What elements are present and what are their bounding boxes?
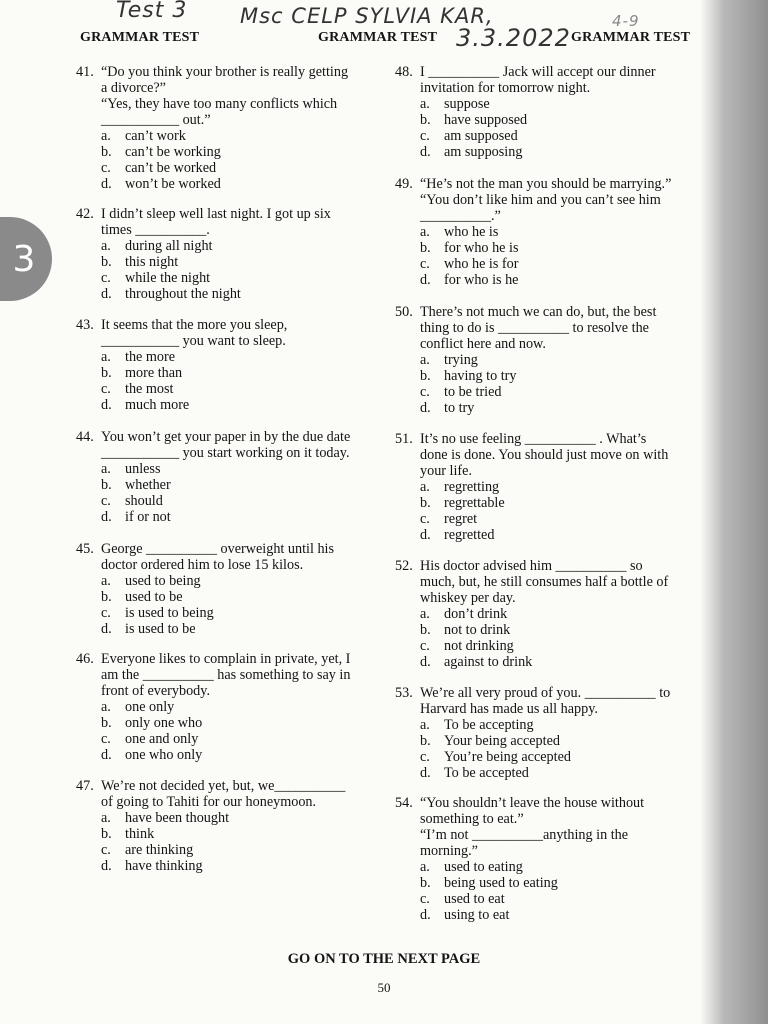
option-text: who he is <box>444 224 499 240</box>
option-letter: c. <box>420 256 430 272</box>
option-text: only one who <box>125 715 203 731</box>
next-page-instruction: GO ON TO THE NEXT PAGE <box>287 951 481 967</box>
answer-option <box>420 765 700 781</box>
question-stem-line: There’s not much we can do, but, the best <box>420 304 657 320</box>
option-letter: b. <box>101 365 112 381</box>
answer-option <box>420 96 700 112</box>
question-47 <box>76 778 386 874</box>
option-text: being used to eating <box>444 875 558 891</box>
answer-options <box>395 606 700 670</box>
question-stem-line: You won’t get your paper in by the due date <box>101 429 351 445</box>
option-text: for who is he <box>444 272 519 288</box>
option-text: To be accepted <box>444 765 529 781</box>
option-text: one and only <box>125 731 199 747</box>
question-number: 51. <box>395 431 413 447</box>
question-45 <box>76 541 386 637</box>
option-text: don’t drink <box>444 606 508 622</box>
question-41 <box>76 64 386 192</box>
question-stem-line: times __________. <box>101 222 210 238</box>
header-title-left: GRAMMAR TEST <box>80 30 200 45</box>
option-letter: c. <box>101 842 111 858</box>
header-title-right: GRAMMAR TEST <box>571 30 691 45</box>
option-text: To be accepting <box>444 717 534 733</box>
answer-option <box>420 907 700 923</box>
option-text: are thinking <box>125 842 194 858</box>
answer-option <box>420 717 700 733</box>
option-text: have been thought <box>125 810 230 826</box>
option-letter: a. <box>101 461 111 477</box>
option-letter: d. <box>420 527 431 543</box>
option-text: have supposed <box>444 112 528 128</box>
answer-option <box>420 733 700 749</box>
question-stem-line: invitation for tomorrow night. <box>420 80 591 96</box>
option-text: regretting <box>444 479 500 495</box>
option-letter: c. <box>101 381 111 397</box>
option-text: regrettable <box>444 495 505 511</box>
answer-option <box>101 621 386 637</box>
option-letter: d. <box>420 272 431 288</box>
left-column <box>76 64 386 874</box>
option-text: this night <box>125 254 179 270</box>
answer-options <box>395 717 700 781</box>
option-text: am supposing <box>444 144 523 160</box>
option-text: much more <box>125 397 190 413</box>
answer-option <box>420 479 700 495</box>
option-letter: a. <box>420 717 430 733</box>
answer-option <box>420 368 700 384</box>
option-letter: c. <box>420 511 430 527</box>
option-letter: c. <box>420 384 430 400</box>
answer-option <box>101 810 386 826</box>
question-stem-line: doctor ordered him to lose 15 kilos. <box>101 557 304 573</box>
answer-option <box>420 240 700 256</box>
answer-option <box>420 638 700 654</box>
option-letter: b. <box>420 733 431 749</box>
answer-option <box>101 365 386 381</box>
option-text: used to eat <box>444 891 505 907</box>
option-text: having to try <box>444 368 517 384</box>
option-text: throughout the night <box>125 286 241 302</box>
answer-option <box>101 238 386 254</box>
question-44 <box>76 429 386 525</box>
answer-options <box>76 349 386 413</box>
answer-options <box>395 859 700 923</box>
option-letter: a. <box>101 699 111 715</box>
answer-option <box>101 381 386 397</box>
answer-option <box>420 654 700 670</box>
answer-option <box>101 509 386 525</box>
option-text: You’re being accepted <box>444 749 571 765</box>
question-number: 46. <box>76 651 94 667</box>
question-stem-line: much, but, he still consumes half a bottle of <box>420 574 669 590</box>
question-stem-line: ___________ you start working on it today. <box>101 445 350 461</box>
option-letter: a. <box>420 352 430 368</box>
question-stem-line: “Do you think your brother is really getting <box>101 64 349 80</box>
option-text: to be tried <box>444 384 502 400</box>
question-number: 45. <box>76 541 94 557</box>
option-text: used to being <box>125 573 201 589</box>
question-stem-line: something to eat.” <box>420 811 524 827</box>
option-letter: c. <box>101 493 111 509</box>
question-stem-line: We’re all very proud of you. __________ to <box>420 685 671 701</box>
section-tab <box>0 217 52 301</box>
answer-option <box>101 144 386 160</box>
answer-option <box>420 606 700 622</box>
answer-option <box>420 400 700 416</box>
option-text: while the night <box>125 270 211 286</box>
question-stem-line: It seems that the more you sleep, <box>101 317 288 333</box>
handwritten-date: 3.3.2022 <box>456 24 571 52</box>
answer-option <box>101 493 386 509</box>
answer-options <box>395 224 700 288</box>
question-number: 49. <box>395 176 413 192</box>
option-letter: d. <box>101 397 112 413</box>
book-spine-shadow <box>700 0 768 1024</box>
option-letter: d. <box>101 621 112 637</box>
option-letter: a. <box>101 349 111 365</box>
question-48 <box>395 64 700 160</box>
question-stem-line: “He’s not the man you should be marrying.” <box>420 176 672 192</box>
question-stem-line: thing to do is __________ to resolve the <box>420 320 649 336</box>
answer-option <box>101 715 386 731</box>
option-letter: b. <box>101 826 112 842</box>
option-letter: b. <box>101 254 112 270</box>
answer-option <box>420 144 700 160</box>
answer-options <box>395 96 700 160</box>
question-43 <box>76 317 386 413</box>
answer-option <box>101 160 386 176</box>
answer-option <box>420 622 700 638</box>
option-letter: a. <box>420 606 430 622</box>
question-stem-line: We’re not decided yet, but, we__________ <box>101 778 346 794</box>
option-letter: d. <box>420 765 431 781</box>
question-stem-line: am the __________ has something to say in <box>101 667 351 683</box>
answer-options <box>395 479 700 543</box>
option-text: against to drink <box>444 654 533 670</box>
answer-option <box>420 128 700 144</box>
option-text: can’t be working <box>125 144 221 160</box>
question-stem-line: It’s no use feeling __________ . What’s <box>420 431 647 447</box>
option-text: used to eating <box>444 859 523 875</box>
option-letter: d. <box>101 509 112 525</box>
answer-option <box>101 605 386 621</box>
option-text: the most <box>125 381 174 397</box>
option-letter: a. <box>101 128 111 144</box>
question-number: 53. <box>395 685 413 701</box>
question-46 <box>76 651 386 763</box>
answer-option <box>101 826 386 842</box>
option-letter: c. <box>101 270 111 286</box>
option-letter: a. <box>101 238 111 254</box>
answer-option <box>101 731 386 747</box>
option-letter: d. <box>420 400 431 416</box>
option-text: can’t be worked <box>125 160 217 176</box>
question-number: 43. <box>76 317 94 333</box>
option-letter: c. <box>420 128 430 144</box>
answer-option <box>420 511 700 527</box>
page-number: 50 <box>377 980 391 995</box>
option-letter: b. <box>420 240 431 256</box>
option-text: one only <box>125 699 175 715</box>
question-stem-line: front of everybody. <box>101 683 210 699</box>
question-stem-line: “You don’t like him and you can’t see him <box>420 192 661 208</box>
option-text: have thinking <box>125 858 203 874</box>
option-text: regret <box>444 511 478 527</box>
option-letter: b. <box>420 495 431 511</box>
question-stem-line: conflict here and now. <box>420 336 546 352</box>
option-letter: c. <box>101 731 111 747</box>
option-text: during all night <box>125 238 213 254</box>
option-text: should <box>125 493 163 509</box>
answer-option <box>101 573 386 589</box>
handwritten-faint-mark: 4-9 <box>612 12 640 30</box>
option-text: is used to being <box>125 605 214 621</box>
answer-option <box>420 352 700 368</box>
answer-option <box>420 859 700 875</box>
answer-option <box>420 272 700 288</box>
handwritten-name: Msc CELP SYLVIA KAR, <box>240 4 494 28</box>
option-text: one who only <box>125 747 203 763</box>
question-50 <box>395 304 700 416</box>
option-letter: c. <box>420 891 430 907</box>
option-text: won’t be worked <box>125 176 221 192</box>
section-tab-number: 3 <box>12 238 36 280</box>
question-stem-line: of going to Tahiti for our honeymoon. <box>101 794 317 810</box>
answer-option <box>101 286 386 302</box>
question-stem-line: Harvard has made us all happy. <box>420 701 598 717</box>
option-text: can’t work <box>125 128 186 144</box>
option-text: whether <box>125 477 171 493</box>
option-letter: c. <box>101 160 111 176</box>
option-letter: b. <box>101 144 112 160</box>
option-text: regretted <box>444 527 495 543</box>
question-42 <box>76 206 386 302</box>
question-stem-line: done is done. You should just move on with <box>420 447 669 463</box>
option-text: not drinking <box>444 638 514 654</box>
option-text: to try <box>444 400 475 416</box>
answer-option <box>420 749 700 765</box>
option-letter: b. <box>420 112 431 128</box>
question-stem-line: “I’m not __________anything in the <box>420 827 629 843</box>
option-letter: d. <box>420 144 431 160</box>
option-letter: a. <box>420 96 430 112</box>
option-letter: d. <box>420 907 431 923</box>
option-letter: d. <box>101 176 112 192</box>
question-51 <box>395 431 700 543</box>
option-text: for who he is <box>444 240 519 256</box>
question-stem-line: I __________ Jack will accept our dinner <box>420 64 656 80</box>
option-letter: c. <box>420 638 430 654</box>
answer-option <box>420 875 700 891</box>
option-letter: c. <box>101 605 111 621</box>
option-text: Your being accepted <box>444 733 560 749</box>
answer-option <box>101 270 386 286</box>
option-letter: b. <box>420 875 431 891</box>
option-text: think <box>125 826 155 842</box>
question-stem-line: ___________ you want to sleep. <box>101 333 286 349</box>
question-stem-line: your life. <box>420 463 473 479</box>
answer-option <box>101 842 386 858</box>
option-text: the more <box>125 349 176 365</box>
answer-option <box>420 495 700 511</box>
answer-option <box>420 527 700 543</box>
question-number: 47. <box>76 778 94 794</box>
option-text: suppose <box>444 96 490 112</box>
question-stem-line: ___________ out.” <box>101 112 211 128</box>
option-letter: a. <box>420 859 430 875</box>
answer-options <box>76 699 386 763</box>
option-text: unless <box>125 461 161 477</box>
answer-option <box>101 349 386 365</box>
option-text: trying <box>444 352 478 368</box>
option-letter: d. <box>101 858 112 874</box>
question-stem-line: George __________ overweight until his <box>101 541 335 557</box>
answer-option <box>101 397 386 413</box>
question-stem-line: Everyone likes to complain in private, yet, I <box>101 651 351 667</box>
option-text: is used to be <box>125 621 196 637</box>
question-number: 50. <box>395 304 413 320</box>
question-number: 48. <box>395 64 413 80</box>
answer-options <box>76 810 386 874</box>
answer-option <box>420 224 700 240</box>
question-stem-line: His doctor advised him __________ so <box>420 558 643 574</box>
answer-options <box>76 128 386 192</box>
answer-option <box>101 747 386 763</box>
option-text: used to be <box>125 589 183 605</box>
question-stem-line: morning.” <box>420 843 478 859</box>
handwritten-test-label: Test 3 <box>116 0 188 23</box>
question-number: 54. <box>395 795 413 811</box>
option-text: more than <box>125 365 183 381</box>
answer-option <box>420 891 700 907</box>
answer-option <box>101 589 386 605</box>
option-letter: a. <box>420 479 430 495</box>
option-letter: d. <box>101 747 112 763</box>
option-letter: c. <box>420 749 430 765</box>
question-stem-line: “Yes, they have too many conflicts which <box>101 96 338 112</box>
question-stem-line: whiskey per day. <box>420 590 516 606</box>
option-letter: a. <box>101 573 111 589</box>
answer-option <box>101 128 386 144</box>
option-letter: b. <box>420 368 431 384</box>
option-letter: a. <box>101 810 111 826</box>
question-number: 44. <box>76 429 94 445</box>
option-letter: b. <box>101 589 112 605</box>
answer-option <box>101 477 386 493</box>
question-53 <box>395 685 700 781</box>
option-letter: d. <box>420 654 431 670</box>
option-text: using to eat <box>444 907 510 923</box>
question-stem-line: a divorce?” <box>101 80 166 96</box>
option-text: am supposed <box>444 128 518 144</box>
option-letter: b. <box>101 715 112 731</box>
question-stem-line: I didn’t sleep well last night. I got up six <box>101 206 331 222</box>
question-stem-line: __________.” <box>420 208 501 224</box>
right-column <box>395 64 700 923</box>
question-stem-line: “You shouldn’t leave the house without <box>420 795 645 811</box>
question-49 <box>395 176 700 288</box>
answer-option <box>101 858 386 874</box>
question-number: 42. <box>76 206 94 222</box>
answer-option <box>101 254 386 270</box>
option-letter: d. <box>101 286 112 302</box>
option-text: who he is for <box>444 256 519 272</box>
answer-options <box>76 573 386 637</box>
answer-options <box>395 352 700 416</box>
question-54 <box>395 795 700 923</box>
answer-option <box>101 461 386 477</box>
option-letter: a. <box>420 224 430 240</box>
answer-options <box>76 461 386 525</box>
answer-options <box>76 238 386 302</box>
option-letter: b. <box>101 477 112 493</box>
header-title-center: GRAMMAR TEST <box>318 30 438 45</box>
question-number: 52. <box>395 558 413 574</box>
answer-option <box>420 112 700 128</box>
answer-option <box>101 176 386 192</box>
question-52 <box>395 558 700 670</box>
question-number: 41. <box>76 64 94 80</box>
option-letter: b. <box>420 622 431 638</box>
option-text: if or not <box>125 509 171 525</box>
option-text: not to drink <box>444 622 511 638</box>
answer-option <box>420 384 700 400</box>
answer-option <box>101 699 386 715</box>
answer-option <box>420 256 700 272</box>
